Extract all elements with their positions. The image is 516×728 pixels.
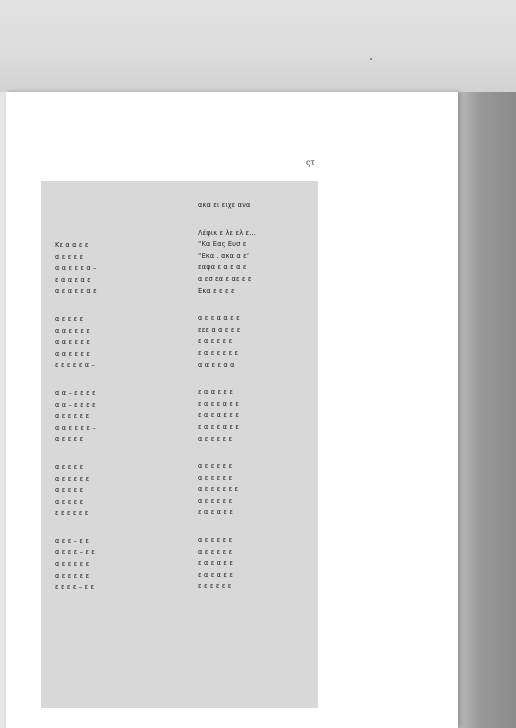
stanza-gap xyxy=(198,297,256,313)
verse-line: α ε ε ε ε ε xyxy=(198,547,233,556)
right-column xyxy=(198,200,256,593)
verse-line: α ε ε ε ε xyxy=(55,252,84,261)
verse-line: α ε ε ε ε ε xyxy=(198,462,233,471)
verse-line: α α ε ε ε ε xyxy=(55,326,91,335)
verse-line: ε α ε ε α ε ε xyxy=(198,399,240,408)
column-header: ακα ει ειχε ανα xyxy=(198,201,251,209)
verse-line: ε α α ε ε ε xyxy=(198,388,234,397)
verse-line: Εκα ε ε ε ε xyxy=(198,286,235,295)
verse-line: ε ε ε ε – ε ε xyxy=(55,583,95,592)
verse-line: α α ε ε α α xyxy=(198,360,235,369)
verse-line: α ε ε ε ε ε xyxy=(55,560,90,569)
verse-line: “Κα Εας Ευσ ε xyxy=(198,240,247,249)
stanza-gap xyxy=(55,298,97,314)
stanza-gap xyxy=(198,519,256,535)
stanza xyxy=(198,387,256,445)
verse-line: α α – ε ε ε ε xyxy=(55,388,96,397)
verse-line: ε α ε α ε ε xyxy=(198,570,234,579)
verse-line: α α ε ε ε ε xyxy=(55,338,91,347)
stanza-gap xyxy=(198,371,256,387)
verse-line: α α ε ε ε α – xyxy=(55,264,97,273)
stanza xyxy=(198,228,256,298)
verse-line: α α ε ε ε ε xyxy=(55,349,91,358)
verse-line: Λέφικ ε λε ελ ε… xyxy=(198,228,256,237)
verse-line: α α – ε ε ε ε xyxy=(55,400,96,409)
stanza-gap xyxy=(198,212,256,228)
verse-line: α ε ε ε ε ε ε xyxy=(198,485,239,494)
stanza xyxy=(55,536,97,594)
verse-line: α ε ε ε – ε ε xyxy=(55,548,95,557)
verse-line: ε ε ε ε ε α – xyxy=(55,361,95,370)
verse-line: α εσ εα ε αε ε ε xyxy=(198,274,252,283)
stanza xyxy=(55,314,97,372)
verse-line: α ε ε ε ε ε xyxy=(55,474,90,483)
verse-line: “Εκα . ακα α ε’ xyxy=(198,251,250,260)
stanza xyxy=(55,240,97,298)
left-column xyxy=(55,240,97,594)
verse-line: α ε ε ε ε xyxy=(55,497,84,506)
verse-line: α ε ε ε ε xyxy=(55,314,84,323)
page-number: ςτ xyxy=(306,158,315,167)
verse-line: ε α ε ε ε ε ε xyxy=(198,348,239,357)
stanza xyxy=(55,462,97,520)
verse-line: α ε ε ε ε xyxy=(55,486,84,495)
stanza xyxy=(198,461,256,519)
verse-line: α ε ε ε ε ε xyxy=(55,412,90,421)
verse-line: ε α ε ε α ε ε xyxy=(198,422,240,431)
verse-line: ε ε ε ε ε ε xyxy=(55,509,89,518)
verse-line: εαφα ε α ε α ε xyxy=(198,263,247,272)
stanza-gap xyxy=(198,445,256,461)
verse-line: α ε ε ε ε ε xyxy=(198,434,233,443)
stanza-gap xyxy=(55,446,97,462)
verse-line: ε α α ε α ε xyxy=(55,275,91,284)
verse-line: α α ε ε ε ε – xyxy=(55,423,96,432)
verse-line: ε ε ε ε ε ε xyxy=(198,582,232,591)
stanza xyxy=(198,535,256,593)
verse-line: α ε ε ε ε ε xyxy=(198,536,233,545)
stanza-gap xyxy=(55,520,97,536)
scan-speck xyxy=(370,58,372,60)
stanza xyxy=(55,388,97,446)
verse-line: α ε ε ε ε ε xyxy=(55,571,90,580)
verse-line: α ε ε ε ε xyxy=(55,462,84,471)
verse-line: α ε ε α α ε ε xyxy=(198,314,240,323)
stanza-gap xyxy=(55,372,97,388)
verse-line: α ε ε ε ε ε xyxy=(198,496,233,505)
stanza xyxy=(198,313,256,371)
verse-line: α ε ε – ε ε xyxy=(55,536,90,545)
scan-background-right xyxy=(458,92,516,728)
verse-line: α ε ε ε ε ε xyxy=(198,473,233,482)
verse-line: ε α ε α ε ε xyxy=(198,559,234,568)
verse-line: ε α ε α ε ε xyxy=(198,508,234,517)
verse-line: α ε α ε ε α ε xyxy=(55,287,97,296)
verse-line: ε α ε α ε ε ε xyxy=(198,411,240,420)
verse-line: ε α ε ε ε ε xyxy=(198,337,233,346)
verse-line: Κε α α ε ε xyxy=(55,241,89,249)
scan-background-top xyxy=(0,0,516,92)
verse-line: α ε ε ε ε xyxy=(55,435,84,444)
verse-line: εεε α α ε ε ε xyxy=(198,325,241,334)
